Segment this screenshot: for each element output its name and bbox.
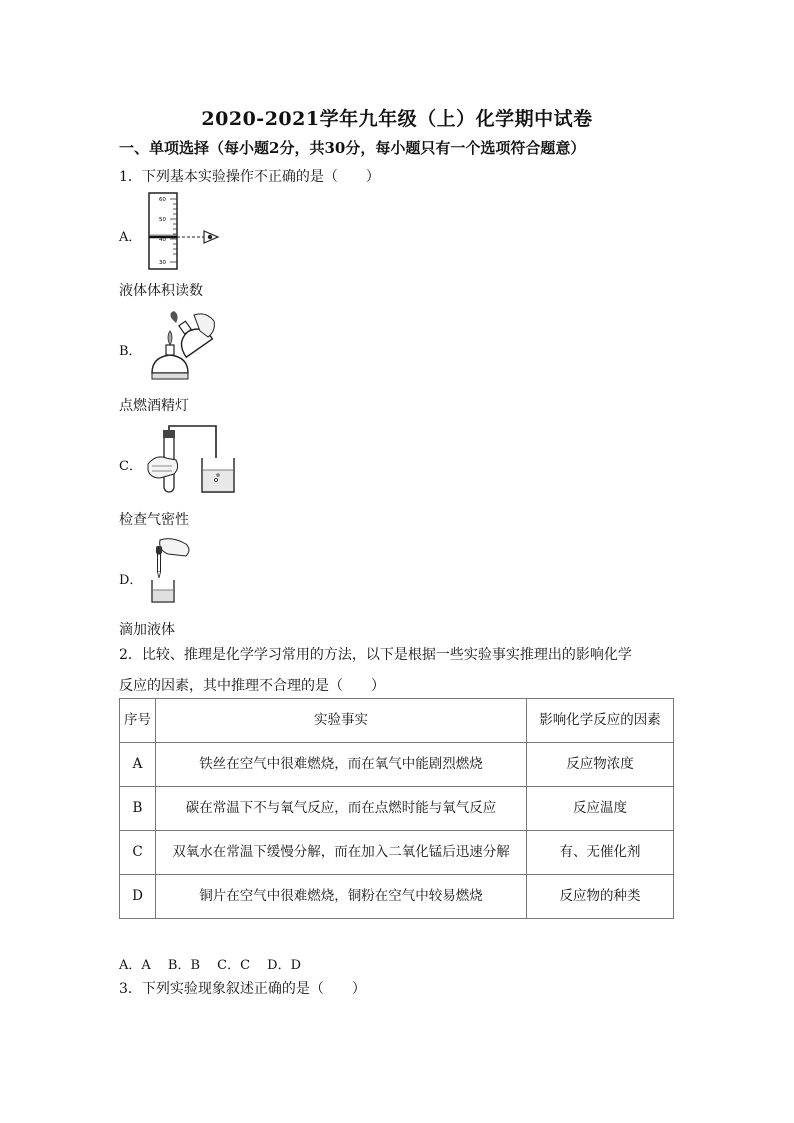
tick-30: 30 (159, 260, 166, 266)
section-heading: 一、单项选择（每小题2分，共30分，每小题只有一个选项符合题意） (119, 139, 586, 157)
airtightness-check-figure (146, 424, 236, 496)
row-a-factor: 反应物浓度 (527, 743, 674, 787)
question-3-stem: 3．下列实验现象叙述正确的是（ ） (119, 981, 366, 997)
question-1-stem: 1．下列基本实验操作不正确的是（ ） (119, 169, 380, 185)
tick-60: 60 (159, 197, 166, 203)
header-fact: 实验事实 (156, 699, 527, 743)
row-b-factor: 反应温度 (527, 787, 674, 831)
row-d-fact: 铜片在空气中很难燃烧，铜粉在空气中较易燃烧 (156, 875, 527, 919)
table-row (120, 787, 674, 831)
tick-40: 40 (159, 237, 166, 243)
dropper-figure (146, 538, 196, 610)
row-b-fact: 碳在常温下不与氧气反应，而在点燃时能与氧气反应 (156, 787, 527, 831)
header-index (120, 699, 156, 743)
graduated-cylinder-figure (146, 193, 222, 269)
question-2-stem-line1: 2．比较、推理是化学学习常用的方法，以下是根据一些实验事实推理出的影响化学 (119, 647, 632, 663)
tick-50: 50 (159, 217, 166, 223)
option-d-caption: 滴加液体 (119, 622, 175, 638)
option-b-label: B． (119, 344, 142, 359)
question-2-stem-line2: 反应的因素，其中推理不合理的是（ ） (119, 678, 385, 694)
row-c-fact: 双氧水在常温下缓慢分解，而在加入二氧化锰后迅速分解 (156, 831, 527, 875)
header-factor: 影响化学反应的因素 (527, 699, 674, 743)
alcohol-lamp-figure (146, 311, 216, 383)
option-b-caption: 点燃酒精灯 (119, 398, 189, 414)
table-row (120, 743, 674, 787)
question-2-answers: A．A B．B C．C D．D (119, 958, 302, 973)
page-title: 2020-2021学年九年级（上）化学期中试卷 (201, 108, 593, 130)
row-d-factor: 反应物的种类 (527, 875, 674, 919)
option-d-label: D． (119, 573, 143, 588)
option-c-caption: 检查气密性 (119, 512, 189, 528)
table-row (120, 831, 674, 875)
option-c-label: C． (119, 459, 142, 474)
experiment-table (119, 698, 674, 919)
row-a-id: A (120, 743, 156, 787)
row-c-factor: 有、无催化剂 (527, 831, 674, 875)
option-a-label: A． (119, 230, 142, 245)
row-b-id: B (120, 787, 156, 831)
table-header-row (120, 699, 674, 743)
row-a-fact: 铁丝在空气中很难燃烧，而在氧气中能剧烈燃烧 (156, 743, 527, 787)
row-d-id: D (120, 875, 156, 919)
row-c-id: C (120, 831, 156, 875)
option-a-caption: 液体体积读数 (119, 283, 203, 299)
header-index-text: 序号 (124, 712, 151, 728)
table-row (120, 875, 674, 919)
